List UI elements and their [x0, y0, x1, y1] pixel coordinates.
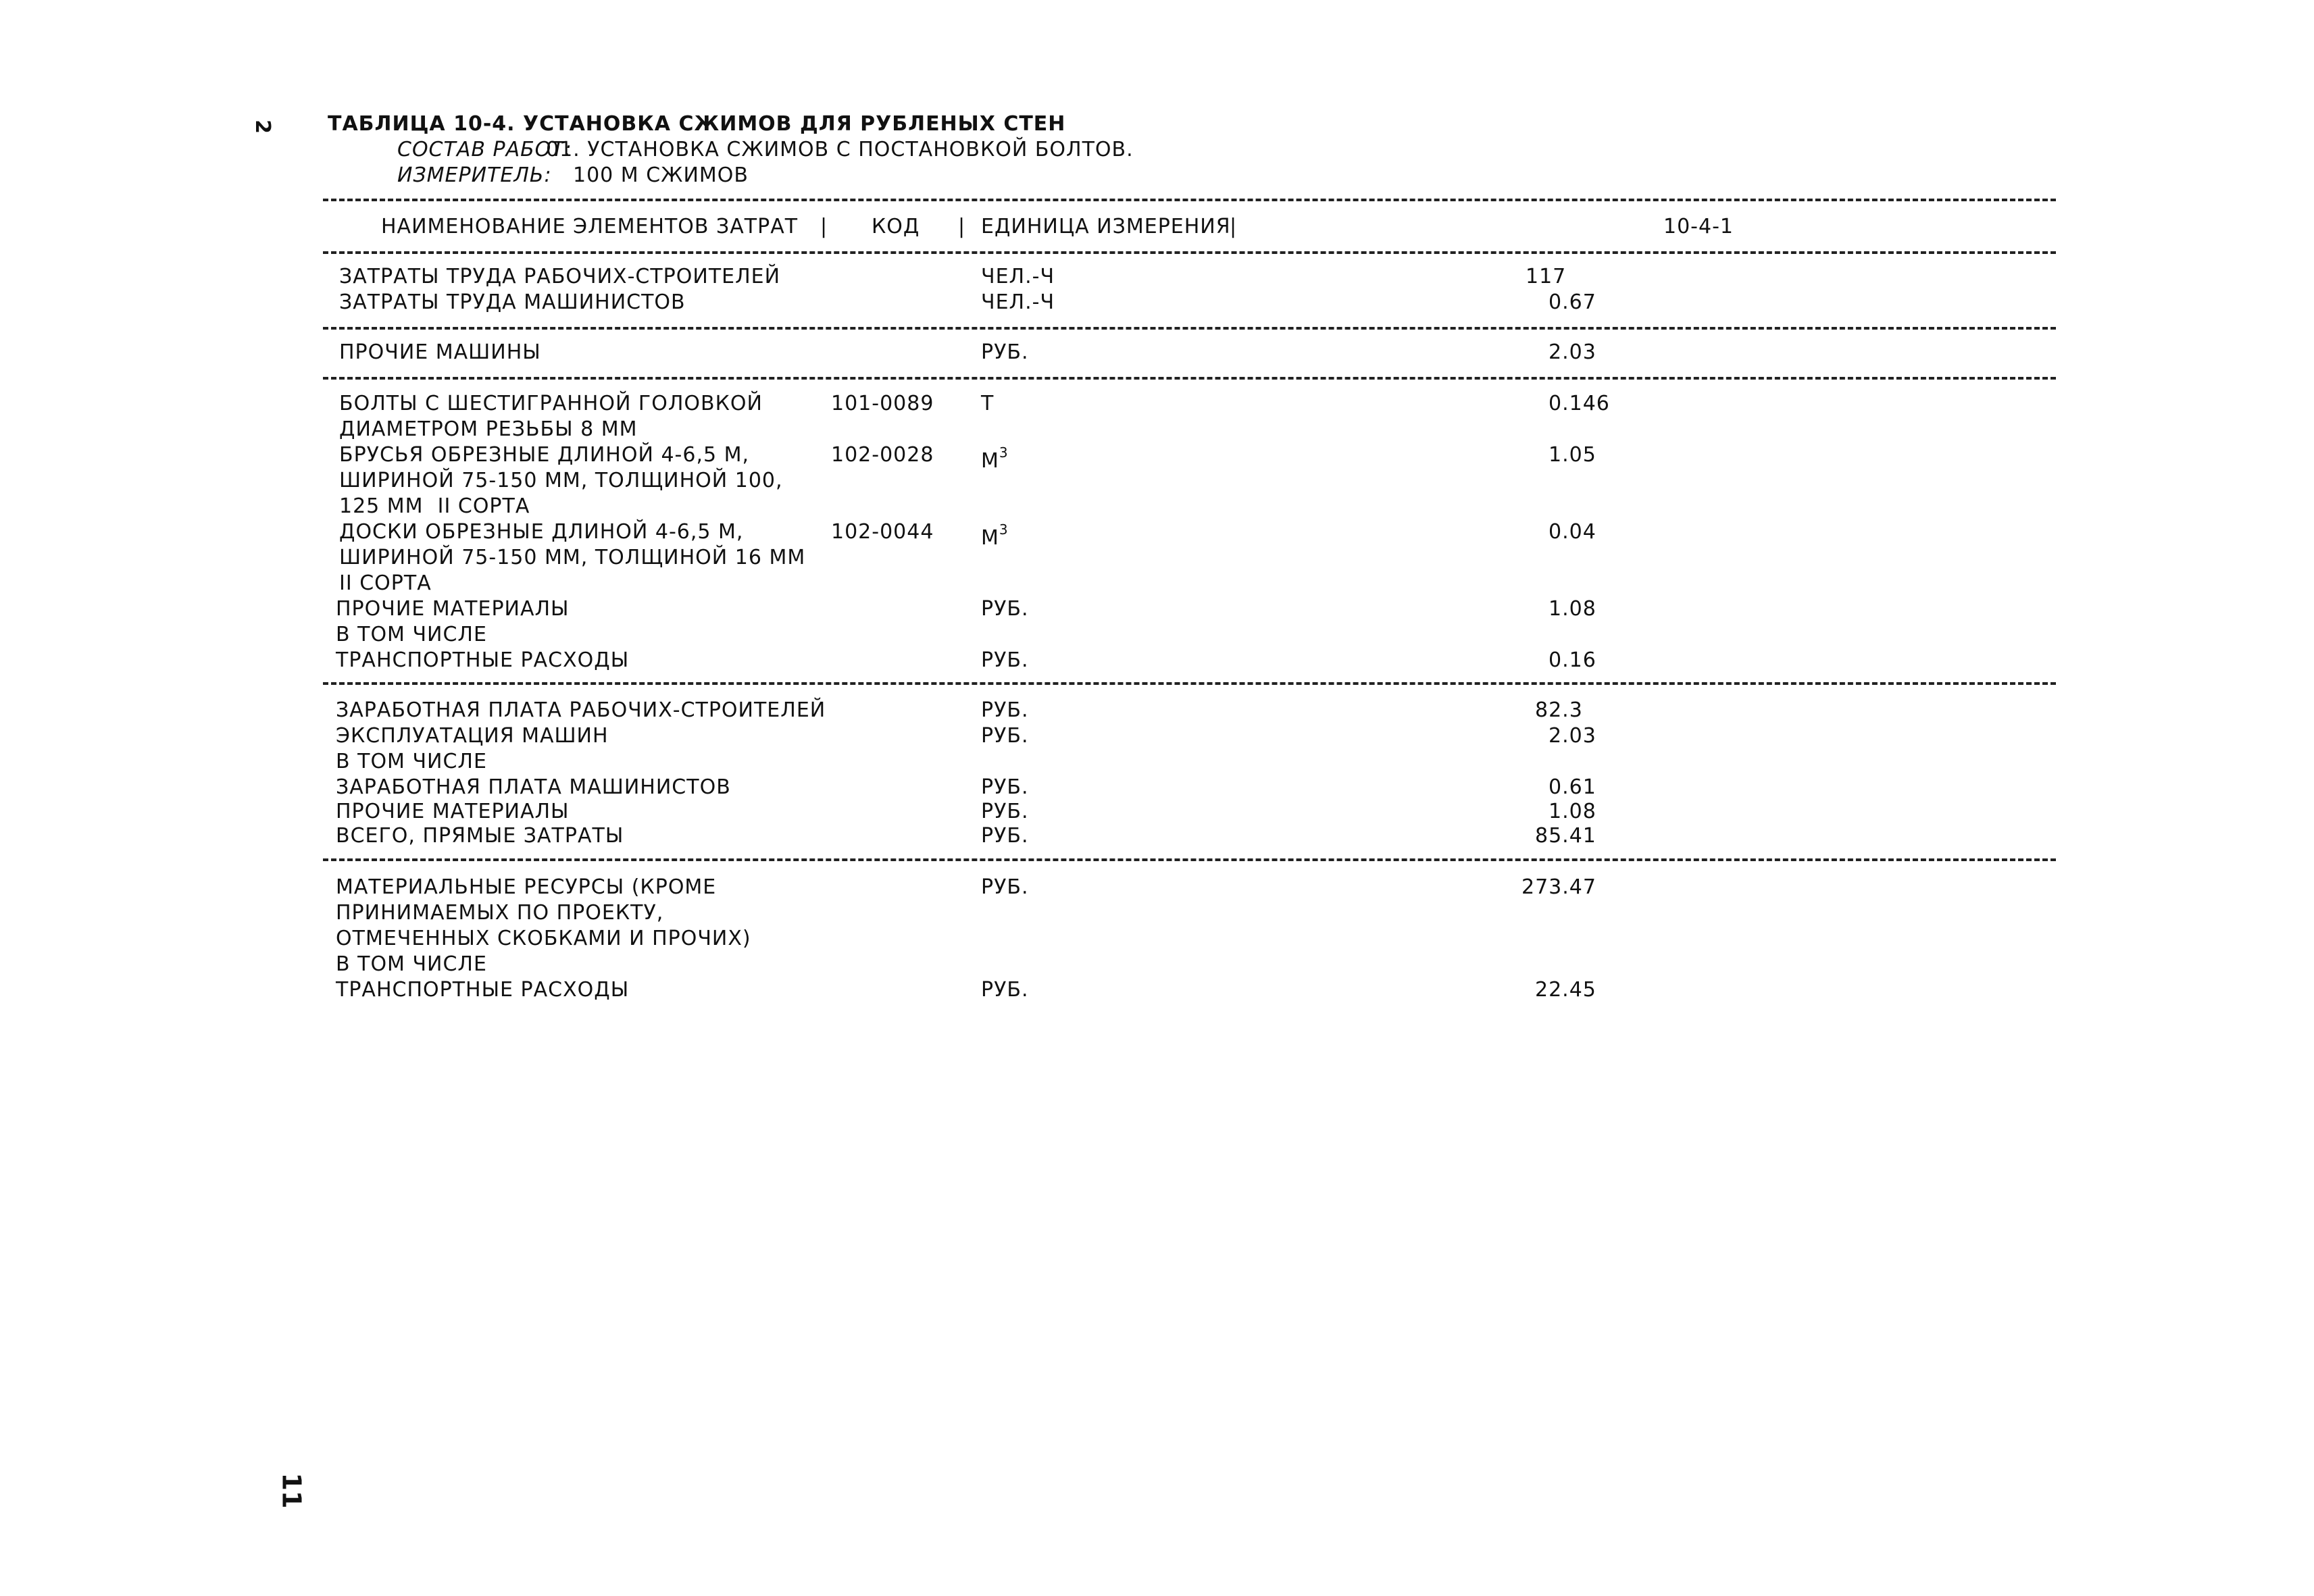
rule-section-1	[323, 327, 2056, 330]
row-name: БОЛТЫ С ШЕСТИГРАННОЙ ГОЛОВКОЙ	[339, 392, 763, 415]
rule-header-bottom	[323, 251, 2056, 254]
row-code: 101-0089	[831, 392, 934, 415]
row-value: 0.61	[1549, 775, 1596, 799]
row-unit: РУБ.	[981, 978, 1029, 1002]
row-name: ЗАТРАТЫ ТРУДА МАШИНИСТОВ	[339, 290, 686, 314]
row-code: 102-0044	[831, 520, 934, 544]
row-name: ВСЕГО, ПРЯМЫЕ ЗАТРАТЫ	[336, 824, 624, 848]
row-value: 0.04	[1549, 520, 1596, 544]
row-unit: РУБ.	[981, 800, 1029, 823]
row-name: ЗАТРАТЫ ТРУДА РАБОЧИХ-СТРОИТЕЛЕЙ	[339, 265, 781, 288]
row-name: ПРОЧИЕ МАТЕРИАЛЫ	[336, 597, 570, 621]
row-name: ПРОЧИЕ МАШИНЫ	[339, 340, 541, 364]
row-name-cont: ДИАМЕТРОМ РЕЗЬБЫ 8 ММ	[339, 417, 638, 441]
page-mark-top: 2	[250, 120, 274, 134]
unit-of-measure-value: 100 М СЖИМОВ	[573, 163, 749, 187]
row-name-cont: В ТОМ ЧИСЛЕ	[336, 952, 487, 976]
row-unit: РУБ.	[981, 875, 1029, 899]
row-name: ЗАРАБОТНАЯ ПЛАТА РАБОЧИХ-СТРОИТЕЛЕЙ	[336, 698, 826, 722]
row-name: ЗАРАБОТНАЯ ПЛАТА МАШИНИСТОВ	[336, 775, 731, 799]
row-name: ПРОЧИЕ МАТЕРИАЛЫ	[336, 800, 570, 823]
row-unit: ЧЕЛ.-Ч	[981, 265, 1055, 288]
row-unit: РУБ.	[981, 724, 1029, 748]
row-name-cont: ПРИНИМАЕМЫХ ПО ПРОЕКТУ,	[336, 901, 664, 925]
row-code: 102-0028	[831, 443, 934, 467]
row-unit: $М^3$	[981, 444, 1009, 473]
row-value: 2.03	[1549, 724, 1596, 748]
row-value: 0.67	[1549, 290, 1596, 314]
work-composition-value: 01. УСТАНОВКА СЖИМОВ С ПОСТАНОВКОЙ БОЛТОВ.	[546, 138, 1134, 161]
row-unit: РУБ.	[981, 597, 1029, 621]
row-unit: $М^3$	[981, 521, 1009, 550]
row-name: ДОСКИ ОБРЕЗНЫЕ ДЛИНОЙ 4-6,5 М,	[339, 520, 744, 544]
row-name-cont: II СОРТА	[339, 571, 432, 595]
row-value: 1.05	[1549, 443, 1596, 467]
row-unit: ЧЕЛ.-Ч	[981, 290, 1055, 314]
row-name-cont: ОТМЕЧЕННЫХ СКОБКАМИ И ПРОЧИХ)	[336, 927, 751, 950]
row-unit: РУБ.	[981, 824, 1029, 848]
row-name-cont: В ТОМ ЧИСЛЕ	[336, 623, 487, 646]
unit-of-measure-label: ИЗМЕРИТЕЛЬ:	[397, 163, 552, 187]
rule-section-2	[323, 377, 2056, 380]
row-value: 1.08	[1549, 800, 1596, 823]
row-name: ЭКСПЛУАТАЦИЯ МАШИН	[336, 724, 609, 748]
row-name: БРУСЬЯ ОБРЕЗНЫЕ ДЛИНОЙ 4-6,5 М,	[339, 443, 750, 467]
column-header-name: НАИМЕНОВАНИЕ ЭЛЕМЕНТОВ ЗАТРАТ	[381, 215, 799, 238]
row-unit: РУБ.	[981, 698, 1029, 722]
work-composition-label: СОСТАВ РАБОТ:	[397, 138, 572, 161]
page-number: 11	[276, 1472, 307, 1509]
row-name-cont: ШИРИНОЙ 75-150 ММ, ТОЛЩИНОЙ 16 ММ	[339, 546, 806, 569]
column-separator: |	[820, 215, 828, 238]
rule-section-3	[323, 682, 2056, 685]
row-name-cont: ШИРИНОЙ 75-150 ММ, ТОЛЩИНОЙ 100,	[339, 469, 783, 492]
table-title: ТАБЛИЦА 10-4. УСТАНОВКА СЖИМОВ ДЛЯ РУБЛЕНЫХ СТЕН	[328, 112, 1066, 136]
row-unit: РУБ.	[981, 775, 1029, 799]
row-name-cont: 125 ММ II СОРТА	[339, 494, 530, 518]
row-name: ТРАНСПОРТНЫЕ РАСХОДЫ	[336, 978, 630, 1002]
row-value: 117	[1526, 265, 1567, 288]
row-value: 1.08	[1549, 597, 1596, 621]
row-value: 2.03	[1549, 340, 1596, 364]
column-header-unit: ЕДИНИЦА ИЗМЕРЕНИЯ	[981, 215, 1231, 238]
row-value: 0.16	[1549, 648, 1596, 672]
row-unit: Т	[981, 392, 995, 415]
row-value: 273.47	[1521, 875, 1596, 899]
row-value: 85.41	[1535, 824, 1596, 848]
column-separator: |	[958, 215, 966, 238]
rule-top	[323, 199, 2056, 201]
column-header-value: 10-4-1	[1663, 215, 1734, 238]
row-name: ТРАНСПОРТНЫЕ РАСХОДЫ	[336, 648, 630, 672]
row-unit: РУБ.	[981, 340, 1029, 364]
row-value: 22.45	[1535, 978, 1596, 1002]
row-value: 82.3	[1535, 698, 1583, 722]
row-unit: РУБ.	[981, 648, 1029, 672]
column-separator: |	[1230, 215, 1238, 238]
column-header-code: КОД	[872, 215, 920, 238]
rule-section-4	[323, 858, 2056, 861]
row-value: 0.146	[1549, 392, 1610, 415]
row-name-cont: В ТОМ ЧИСЛЕ	[336, 750, 487, 773]
row-name: МАТЕРИАЛЬНЫЕ РЕСУРСЫ (КРОМЕ	[336, 875, 717, 899]
